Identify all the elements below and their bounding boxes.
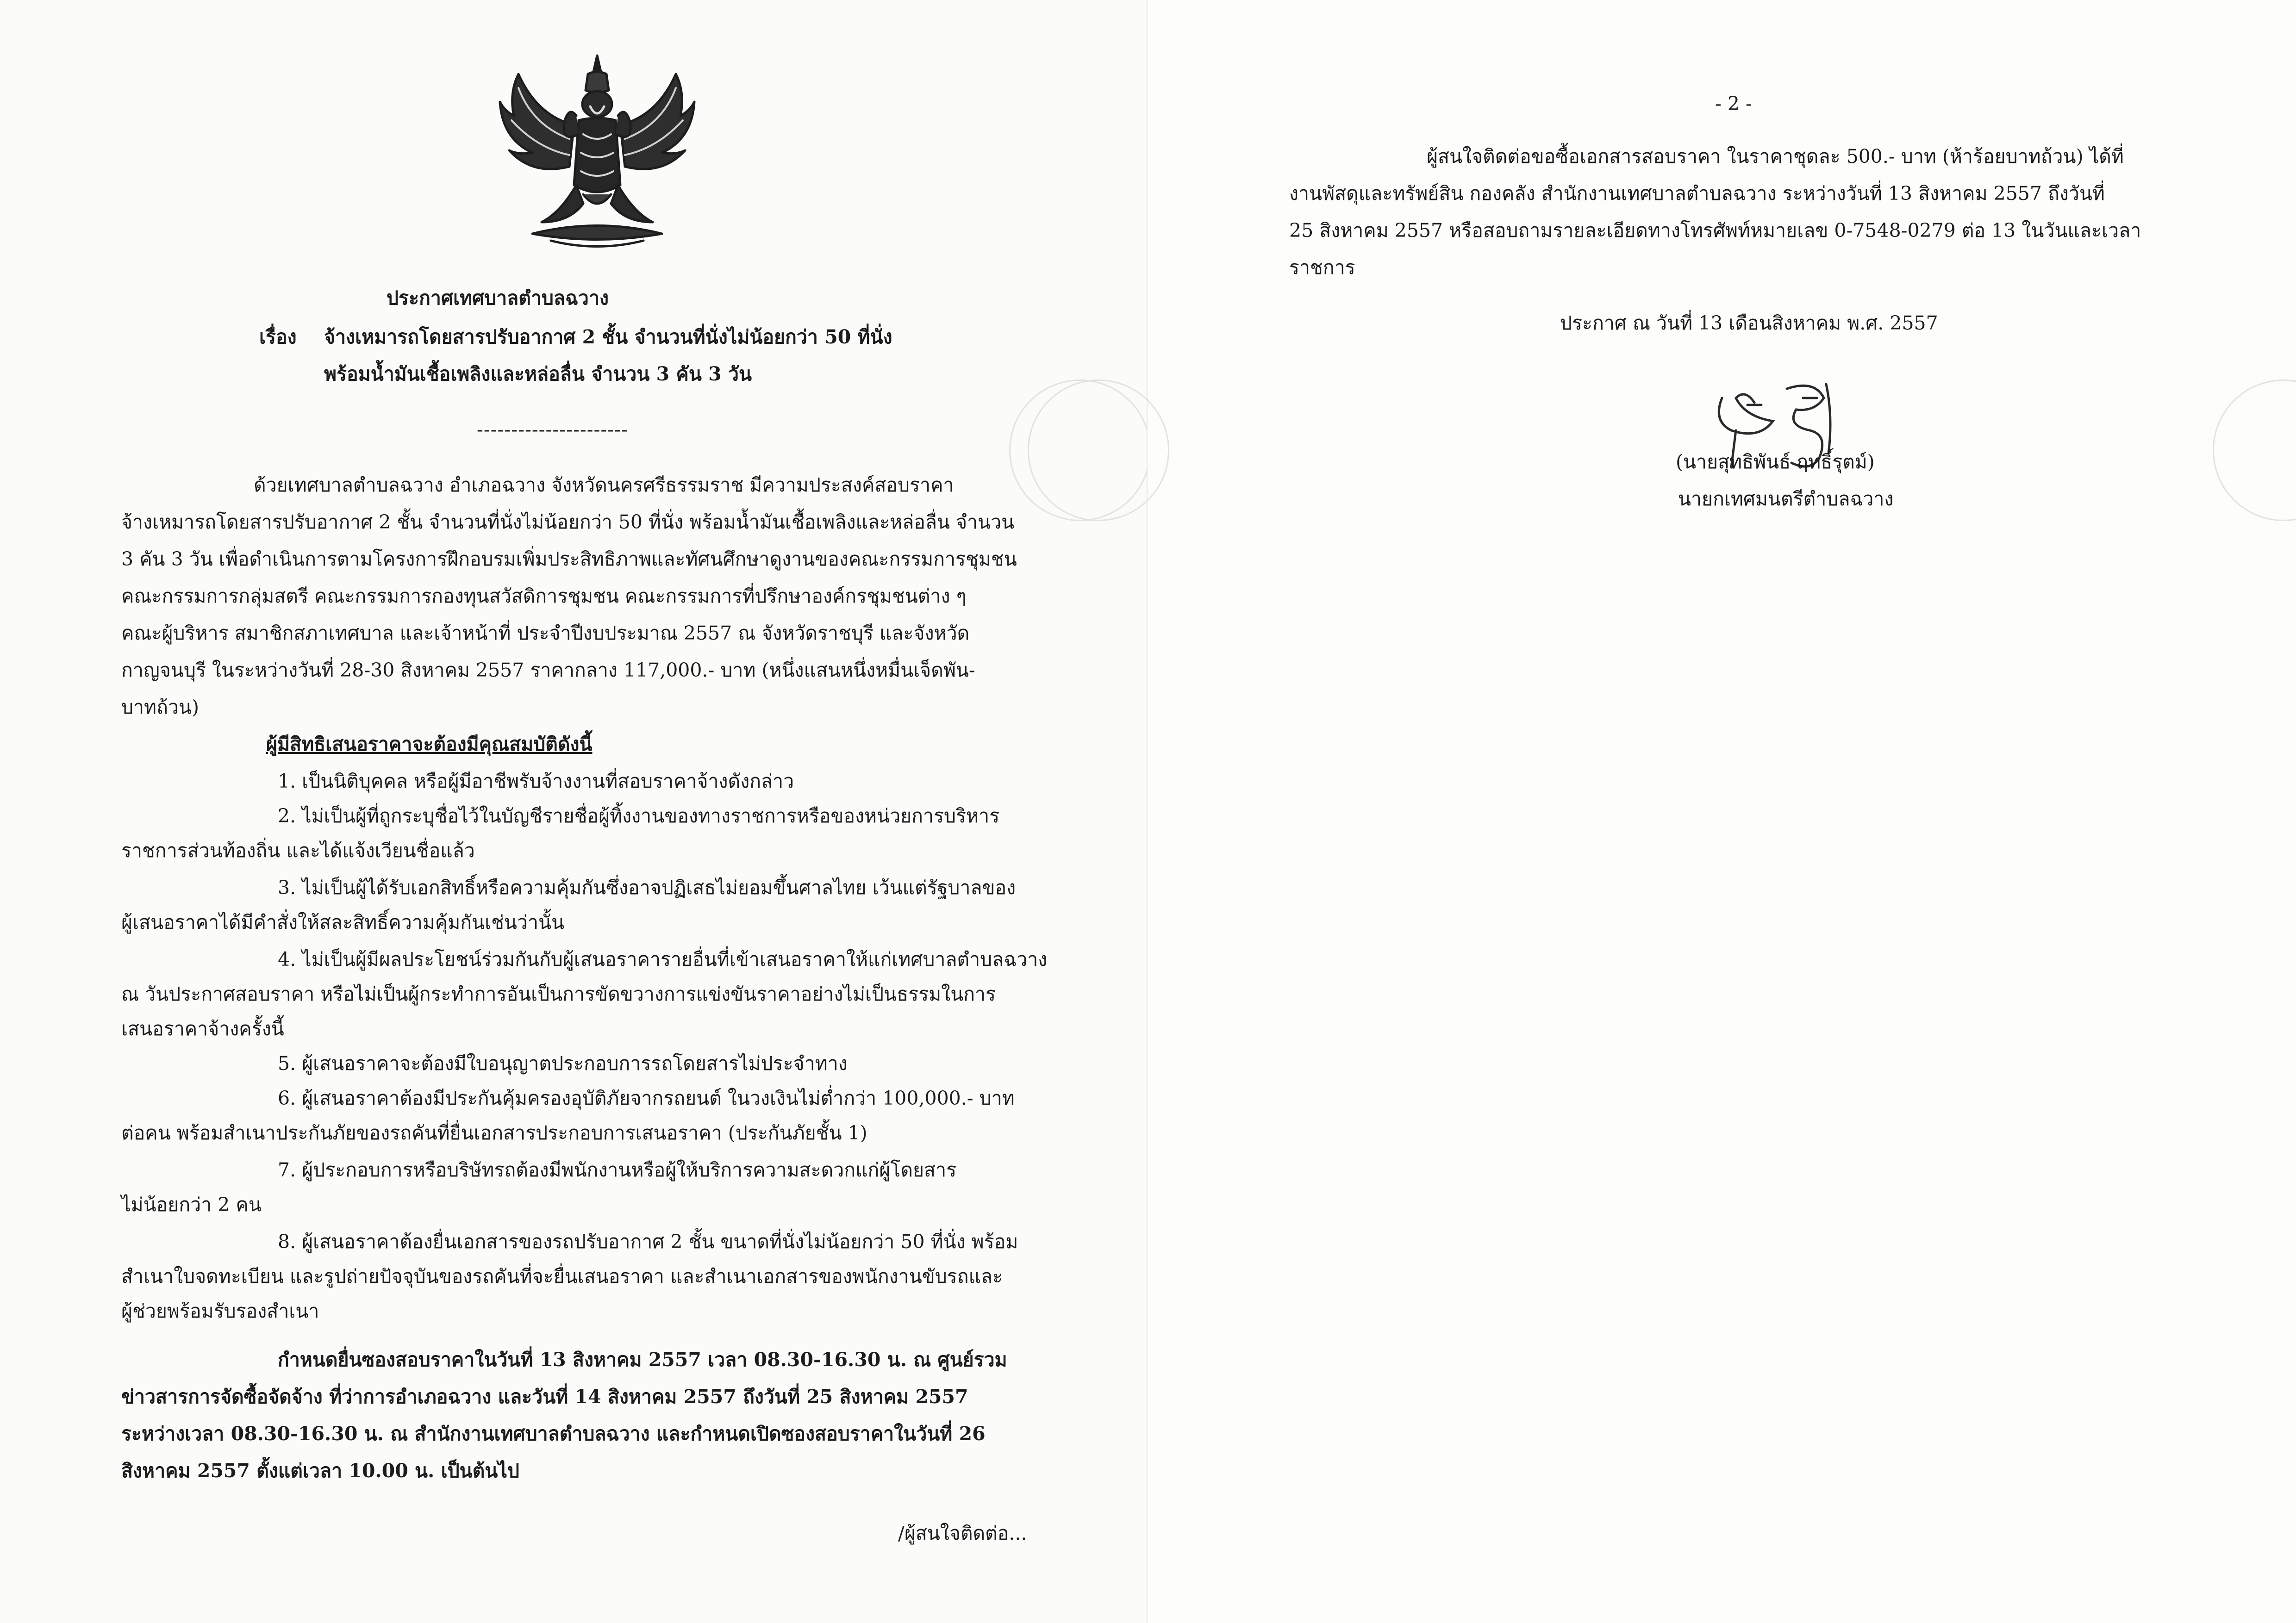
garuda-emblem [491, 46, 704, 255]
subject-line-2: พร้อมน้ำมันเชื้อเพลิงและหล่อลื่น จำนวน 3 คัน 3 วัน [324, 363, 752, 385]
qualification-item: 5. ผู้เสนอราคาจะต้องมีใบอนุญาตประกอบการรถโดยสารไม่ประจำทาง [278, 1052, 848, 1075]
schedule-line: กำหนดยื่นซองสอบราคาในวันที่ 13 สิงหาคม 2557 เวลา 08.30-16.30 น. ณ ศูนย์รวม [278, 1349, 1007, 1371]
intro-line: ด้วยเทศบาลตำบลฉวาง อำเภอฉวาง จังหวัดนครศรีธรรมราช มีความประสงค์สอบราคา [254, 474, 954, 496]
qualification-item: 6. ผู้เสนอราคาต้องมีประกันคุ้มครองอุบัติภัยจากรถยนต์ ในวงเงินไม่ต่ำกว่า 100,000.- บาท [278, 1087, 1015, 1109]
qualification-item-cont: เสนอราคาจ้างครั้งนี้ [121, 1018, 284, 1040]
punch-hole-mark [2213, 379, 2296, 521]
qualification-item-cont: สำเนาใบจดทะเบียน และรูปถ่ายปัจจุบันของรถคันที่จะยื่นเสนอราคา และสำเนาเอกสารของพนักงานขับรถและ [121, 1265, 1003, 1287]
intro-line: บาทถ้วน) [121, 696, 199, 718]
punch-hole-mark [1028, 379, 1169, 521]
qualification-item-cont: ต่อคน พร้อมสำเนาประกันภัยของรถคันที่ยื่นเอกสารประกอบการเสนอราคา (ประกันภัยชั้น 1) [121, 1122, 867, 1144]
qualification-item: 3. ไม่เป็นผู้ได้รับเอกสิทธิ์หรือความคุ้มกันซึ่งอาจปฏิเสธไม่ยอมขึ้นศาลไทย เว้นแต่รัฐบาลของ [278, 877, 1016, 899]
contact-line: ผู้สนใจติดต่อขอซื้อเอกสารสอบราคา ในราคาชุดละ 500.- บาท (ห้าร้อยบาทถ้วน) ได้ที่ [1427, 145, 2124, 168]
intro-line: 3 คัน 3 วัน เพื่อดำเนินการตามโครงการฝึกอบรมเพิ่มประสิทธิภาพและทัศนศึกษาดูงานของคณะกรรมการชุมชน [121, 548, 1017, 570]
qualification-item: 2. ไม่เป็นผู้ที่ถูกระบุชื่อไว้ในบัญชีรายชื่อผู้ทิ้งงานของทางราชการหรือของหน่วยการบริหาร [278, 805, 1000, 827]
contact-line: งานพัสดุและทรัพย์สิน กองคลัง สำนักงานเทศบาลตำบลฉวาง ระหว่างวันที่ 13 สิงหาคม 2557 ถึงวันที่ [1289, 182, 2105, 205]
signer-title: นายกเทศมนตรีตำบลฉวาง [1678, 488, 1894, 510]
signer-name: (นายสุทธิพันธ์ ฤทธิ์รุตม์) [1676, 451, 1875, 473]
intro-line: กาญจนบุรี ในระหว่างวันที่ 28-30 สิงหาคม 2557 ราคากลาง 117,000.- บาท (หนึ่งแสนหนึ่งหมื่นเจ็ดพัน- [121, 659, 975, 681]
qualifications-heading: ผู้มีสิทธิเสนอราคาจะต้องมีคุณสมบัติดังนี้ [266, 733, 593, 755]
contact-line: 25 สิงหาคม 2557 หรือสอบถามรายละเอียดทางโทรศัพท์หมายเลข 0-7548-0279 ต่อ 13 ในวันและเวลา [1289, 219, 2141, 242]
title-divider: ---------------------- [477, 418, 628, 441]
announcement-date: ประกาศ ณ วันที่ 13 เดือนสิงหาคม พ.ศ. 2557 [1560, 312, 1938, 334]
intro-line: จ้างเหมารถโดยสารปรับอากาศ 2 ชั้น จำนวนที่นั่งไม่น้อยกว่า 50 ที่นั่ง พร้อมน้ำมันเชื้อเพลิงและหล่อลื่น จำนวน [121, 511, 1015, 533]
notice-title: ประกาศเทศบาลตำบลฉวาง [387, 287, 609, 309]
schedule-line: ระหว่างเวลา 08.30-16.30 น. ณ สำนักงานเทศบาลตำบลฉวาง และกำหนดเปิดซองสอบราคาในวันที่ 26 [121, 1423, 986, 1445]
page-2 [1148, 0, 2296, 1623]
qualification-item: 7. ผู้ประกอบการหรือบริษัทรถต้องมีพนักงานหรือผู้ให้บริการความสะดวกแก่ผู้โดยสาร [278, 1159, 957, 1181]
qualification-item-cont: ผู้เสนอราคาได้มีคำสั่งให้สละสิทธิ์ความคุ้มกันเช่นว่านั้น [121, 911, 565, 933]
schedule-line: ข่าวสารการจัดซื้อจัดจ้าง ที่ว่าการอำเภอฉวาง และวันที่ 14 สิงหาคม 2557 ถึงวันที่ 25 สิงหาคม 2557 [121, 1386, 968, 1408]
intro-line: คณะผู้บริหาร สมาชิกสภาเทศบาล และเจ้าหน้าที่ ประจำปีงบประมาณ 2557 ณ จังหวัดราชบุรี และจังหวัด [121, 622, 970, 644]
continued-note: /ผู้สนใจติดต่อ... [898, 1522, 1027, 1544]
page-number: - 2 - [1715, 93, 1752, 115]
contact-line: ราชการ [1289, 256, 1355, 279]
qualification-item: 4. ไม่เป็นผู้มีผลประโยชน์ร่วมกันกับผู้เสนอราคารายอื่นที่เข้าเสนอราคาให้แก่เทศบาลตำบลฉวาง [278, 948, 1048, 970]
qualification-item-cont: ณ วันประกาศสอบราคา หรือไม่เป็นผู้กระทำการอันเป็นการขัดขวางการแข่งขันราคาอย่างไม่เป็นธรรมในการ [121, 983, 996, 1005]
qualification-item-cont: ราชการส่วนท้องถิ่น และได้แจ้งเวียนชื่อแล้ว [121, 839, 475, 862]
schedule-line: สิงหาคม 2557 ตั้งแต่เวลา 10.00 น. เป็นต้นไป [121, 1460, 519, 1482]
qualification-item-cont: ไม่น้อยกว่า 2 คน [121, 1194, 262, 1216]
qualification-item-cont: ผู้ช่วยพร้อมรับรองสำเนา [121, 1300, 319, 1322]
qualification-item: 8. ผู้เสนอราคาต้องยื่นเอกสารของรถปรับอากาศ 2 ชั้น ขนาดที่นั่งไม่น้อยกว่า 50 ที่นั่ง พร้อม [278, 1231, 1018, 1253]
subject-line-1: จ้างเหมารถโดยสารปรับอากาศ 2 ชั้น จำนวนที่นั่งไม่น้อยกว่า 50 ที่นั่ง [324, 326, 892, 348]
qualification-item: 1. เป็นนิติบุคคล หรือผู้มีอาชีพรับจ้างงานที่สอบราคาจ้างดังกล่าว [278, 770, 794, 792]
intro-line: คณะกรรมการกลุ่มสตรี คณะกรรมการกองทุนสวัสดิการชุมชน คณะกรรมการที่ปรึกษาองค์กรชุมชนต่าง ๆ [121, 585, 967, 607]
subject-label: เรื่อง [259, 326, 297, 348]
